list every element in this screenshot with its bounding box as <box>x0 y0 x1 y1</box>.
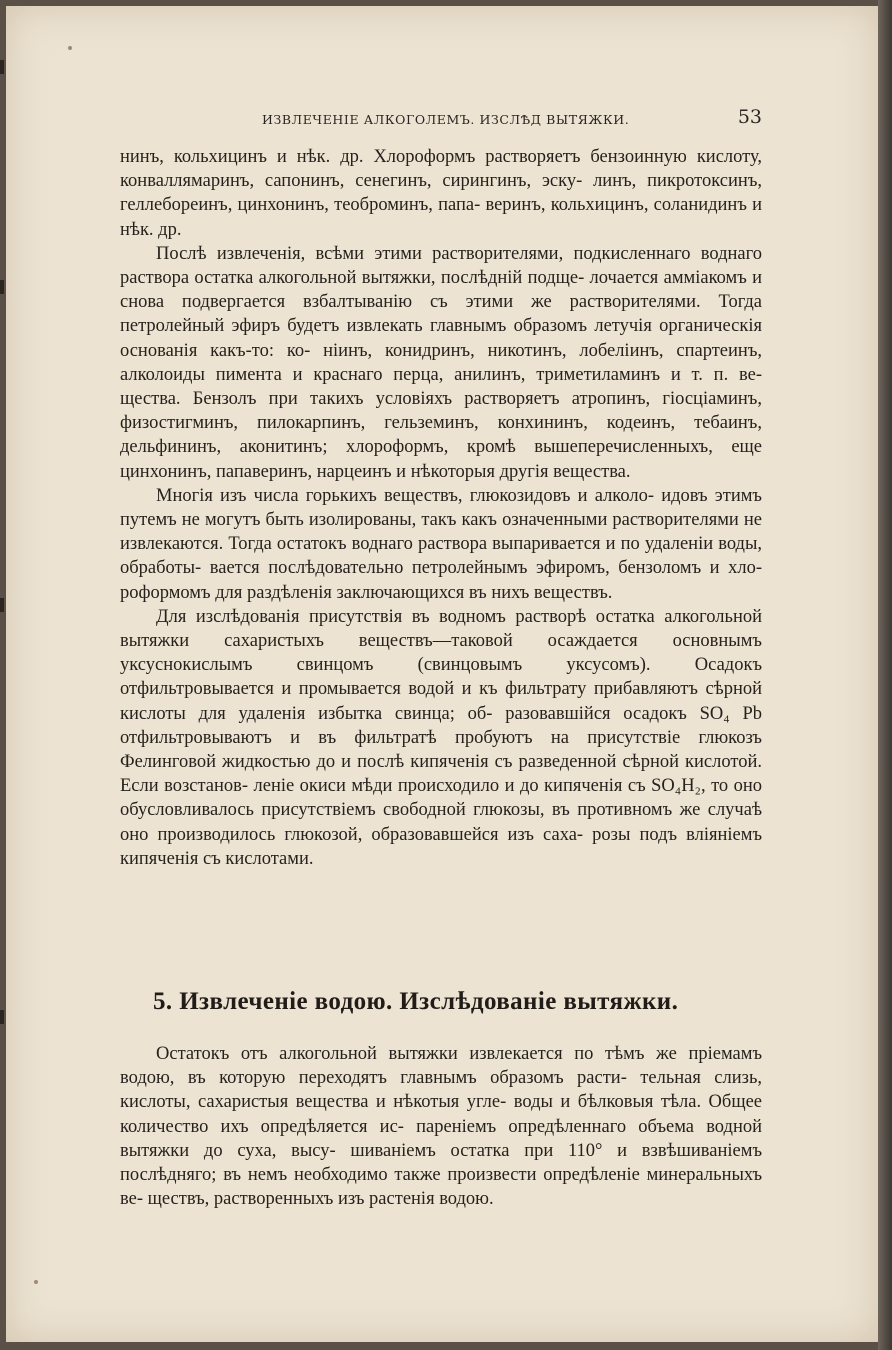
text-line: воды и бѣлковыя тѣла. Общее количество ихъ опредѣляется ис- <box>120 1092 762 1137</box>
text-line: розы подъ вліяніемъ кипяченія съ кислотами. <box>120 824 763 869</box>
scan-edge-mark <box>0 60 4 74</box>
text-line: немъ необходимо также произвести опредѣленіе минеральныхъ ве- <box>120 1165 763 1210</box>
text-line: основнымъ уксуснокислымъ свинцомъ (свинцовымъ уксусомъ). <box>120 631 762 676</box>
text-line: означенными растворителями не извлекаются. Тогда остатокъ <box>120 510 762 555</box>
text-line: алкогольной вытяжки сахаристыхъ веществъ—таковой осаждается <box>120 606 762 652</box>
text-line: идовъ этимъ путемъ не могутъ быть изолированы, такъ какъ <box>120 485 762 531</box>
text-line: послѣ кипяченія съ разведенной сѣрной кислотой. Если возстанов- <box>120 752 762 797</box>
text-line: Для изслѣдованія присутствія въ водномъ растворѣ остатка <box>156 606 655 627</box>
text-line: кодеинъ, тебаинъ, дельфининъ, аконитинъ; хлороформъ, кромѣ <box>120 413 762 458</box>
paragraph <box>120 1042 762 1211</box>
text-line: воднаго раствора выпаривается и по удаленіи воды, обработы- <box>120 534 763 579</box>
scan-edge-mark <box>0 598 4 612</box>
text-line: же растворителями. Тогда петролейный эфиръ будетъ извлекать <box>120 292 762 337</box>
text-line: нинъ, кольхицинъ и нѣк. др. Хлороформъ растворяетъ бензоинную <box>120 147 687 167</box>
text-line: леніе окиси мѣди происходило и до кипяченія съ SO₄H₂, то оно <box>253 776 763 797</box>
text-line: воднаго раствора остатка алкогольной вытяжки, послѣдній подще- <box>120 243 763 289</box>
text-line: щества. Бензолъ при такихъ условіяхъ растворяетъ атропинъ, <box>120 389 651 410</box>
text-line: Осадокъ отфильтровывается и промывается водой и къ фильтрату <box>120 655 763 700</box>
running-head: ИЗВЛЕЧЕНІЕ АЛКОГОЛЕМЪ. ИЗСЛѢД ВЫТЯЖКИ. <box>262 112 630 127</box>
page-header <box>262 106 762 130</box>
scan-edge-mark <box>0 280 4 294</box>
text-line: пареніемъ опредѣленнаго объема водной вытяжки до суха, высу- <box>120 1116 762 1161</box>
text-line: пимента и краснаго перца, анилинъ, триметиламинъ и т. п. ве- <box>215 364 762 385</box>
text-line: разовавшійся осадокъ SO₄ Pb отфильтровываютъ и въ фильтратѣ <box>120 703 762 748</box>
section-heading: 5. Извлеченіе водою. Изслѣдованіе вытяжки. <box>153 988 679 1015</box>
paragraph <box>120 145 762 242</box>
paragraph <box>120 605 762 871</box>
text-line: роформомъ для раздѣленія заключающихся въ нихъ веществъ. <box>120 582 613 603</box>
text-line: гіосціаминъ, физостигминъ, пилокарпинъ, гельземинъ, конхининъ, <box>120 389 762 434</box>
text-line: нѣкоторыя другія вещества. <box>410 461 631 482</box>
text-line: Остатокъ отъ алкогольной вытяжки извлекается по тѣмъ же <box>156 1044 677 1064</box>
scan-edge-mark <box>0 1010 4 1024</box>
text-line: вышеперечисленныхъ, еще цинхонинъ, папаверинъ, нарцеинъ и <box>120 437 763 482</box>
text-line: кислоту, конваллямаринъ, сапонинъ, сенегинъ, сирингинъ, эску- <box>120 147 763 192</box>
text-line: пробуютъ на присутствіе глюкозъ Фелинговой жидкостью до и <box>120 727 763 773</box>
text-line: Многія изъ числа горькихъ веществъ, глюкозидовъ и алколо- <box>156 485 654 506</box>
text-line: вается послѣдовательно петролейнымъ эфиромъ, бензоломъ и хло- <box>209 558 763 579</box>
book-spine-edge <box>878 0 892 1350</box>
text-line: тельная слизь, кислоты, сахаристыя вещества и нѣкотыя угле- <box>120 1068 763 1113</box>
text-line: шиваніемъ остатка при 110° и взвѣшиваніемъ послѣдняго; въ <box>120 1140 763 1186</box>
paragraph <box>120 484 762 605</box>
text-line: прибавляютъ сѣрной кислоты для удаленія избытка свинца; об- <box>120 679 762 724</box>
text-line: веринъ, кольхицинъ, соланидинъ и нѣк. др. <box>120 195 762 240</box>
section-text <box>120 1042 762 1211</box>
text-line: ществъ, растворенныхъ изъ растенія водою. <box>147 1189 494 1210</box>
paragraph <box>120 242 762 484</box>
paper-speck <box>34 1280 38 1284</box>
text-line: ніинъ, конидринъ, никотинъ, лобеліинъ, спартеинъ, алколоиды <box>120 340 763 385</box>
main-text <box>120 145 762 871</box>
text-line: пріемамъ водою, въ которую переходятъ главнымъ образомъ расти- <box>120 1044 763 1089</box>
text-line: обусловливалось присутствіемъ свободной глюкозы, въ противномъ <box>120 800 673 821</box>
text-line: Послѣ извлеченія, всѣми этими растворителями, подкисленнаго <box>156 243 691 264</box>
text-line: же случаѣ оно производилось глюкозой, образовавшейся изъ саха- <box>120 800 762 845</box>
paper-speck <box>68 46 72 50</box>
text-line: главнымъ образомъ летучія органическія основанія какъ-то: ко- <box>120 316 762 361</box>
text-line: линъ, пикротоксинъ, геллебореинъ, цинхонинъ, теоброминъ, папа- <box>120 171 763 216</box>
page-number: 53 <box>737 106 762 128</box>
text-line: лочается амміакомъ и снова подвергается взбалтыванію съ этими <box>120 268 763 313</box>
